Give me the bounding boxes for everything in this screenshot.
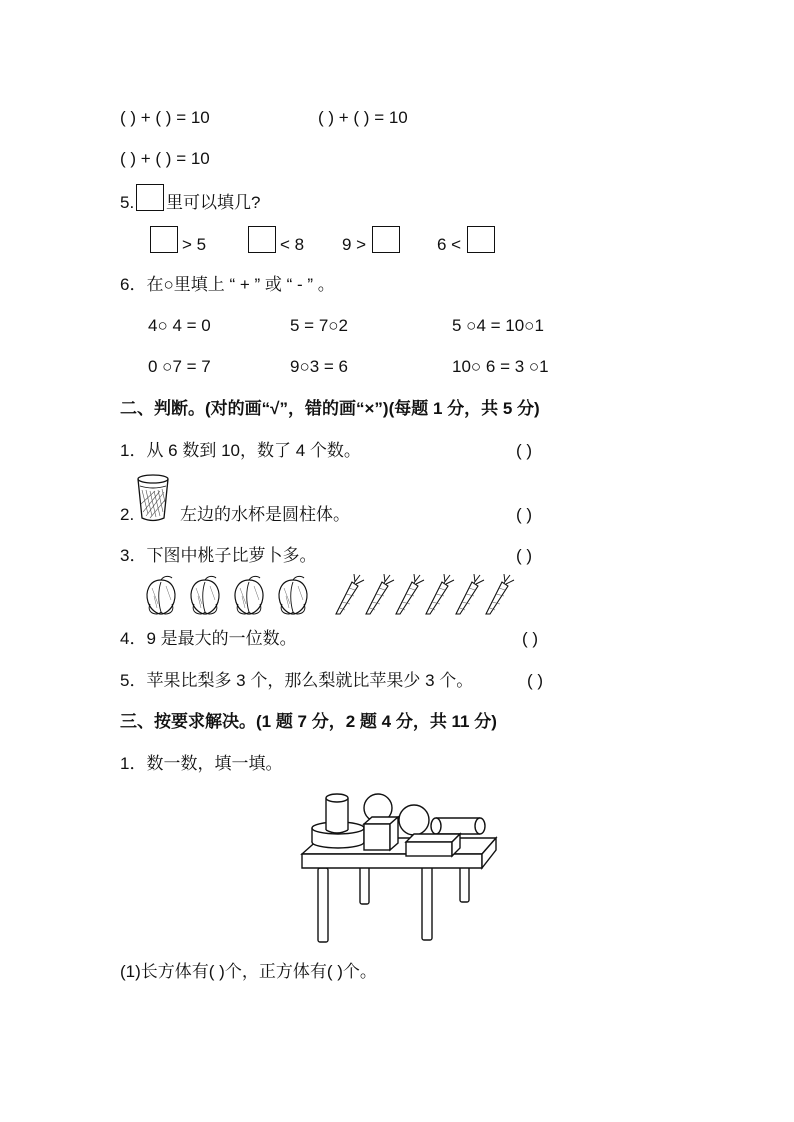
peach-icon	[279, 576, 307, 614]
q6-row1-item1: 4○ 4 = 0	[148, 316, 211, 335]
equation-row1-right: ( ) + ( ) = 10	[318, 108, 408, 127]
q5-question-text: 里可以填几?	[166, 193, 261, 212]
q6-row1-item3: 5 ○4 = 10○1	[452, 316, 544, 335]
q5-input-box-4[interactable]	[467, 226, 495, 253]
table-leg	[422, 866, 432, 940]
carrot-icon	[456, 574, 484, 614]
judge-item-2-text: 左边的水杯是圆柱体。	[180, 505, 350, 524]
peach-icon	[191, 576, 219, 614]
carrot-icon	[486, 574, 514, 614]
table-with-solids-picture	[300, 790, 500, 946]
q5-item-1: > 5	[182, 235, 207, 254]
judge-item-5-paren[interactable]: ( )	[527, 671, 544, 690]
water-cup-icon	[136, 474, 170, 522]
equation-row2: ( ) + ( ) = 10	[120, 149, 210, 168]
peach-icon	[147, 576, 175, 614]
tall-cylinder-shape	[326, 794, 348, 802]
section-two-heading: 二、判断。(对的画“√”，错的画“×”)(每题 1 分，共 5 分)	[120, 399, 540, 418]
q5-prefix: 5.	[120, 193, 135, 212]
lying-cylinder-shape	[475, 818, 485, 834]
section-three-heading: 三、按要求解决。(1 题 7 分，2 题 4 分，共 11 分)	[120, 712, 497, 731]
peach-icon	[235, 576, 263, 614]
carrot-icon	[366, 574, 394, 614]
peaches-and-carrots-picture	[144, 574, 524, 618]
q6-question-text: 6．在○里填上 “ + ” 或 “ - ” 。	[120, 275, 335, 294]
judge-item-4-text: 4．9 是最大的一位数。	[120, 629, 297, 648]
q5-input-box-1[interactable]	[150, 226, 178, 253]
q6-row2-item1: 0 ○7 = 7	[148, 357, 211, 376]
table-leg	[360, 866, 369, 904]
table-leg	[318, 868, 328, 942]
carrot-icon	[396, 574, 424, 614]
judge-item-1-paren[interactable]: ( )	[516, 441, 533, 460]
q5-input-box-2[interactable]	[248, 226, 276, 253]
judge-item-4-paren[interactable]: ( )	[522, 629, 539, 648]
judge-item-3-paren[interactable]: ( )	[516, 546, 533, 565]
section-three-q1-sub1: (1)长方体有( )个，正方体有( )个。	[120, 962, 377, 981]
carrot-icon	[336, 574, 364, 614]
carrot-icon	[426, 574, 454, 614]
q5-answer-box-header	[136, 184, 164, 211]
q6-row2-item2: 9○3 = 6	[290, 357, 349, 376]
judge-item-2-paren[interactable]: ( )	[516, 505, 533, 524]
cuboid-shape	[406, 842, 452, 856]
judge-item-2-prefix: 2.	[120, 505, 135, 524]
q5-item-2: < 8	[280, 235, 305, 254]
judge-item-1-text: 1．从 6 数到 10，数了 4 个数。	[120, 441, 361, 460]
q5-input-box-3[interactable]	[372, 226, 400, 253]
cube-shape	[364, 824, 390, 850]
q6-row2-item3: 10○ 6 = 3 ○1	[452, 357, 549, 376]
q5-item-4: 6 <	[437, 235, 462, 254]
equation-row1-left: ( ) + ( ) = 10	[120, 108, 210, 127]
judge-item-5-text: 5．苹果比梨多 3 个，那么梨就比苹果少 3 个。	[120, 671, 474, 690]
q6-row1-item2: 5 = 7○2	[290, 316, 349, 335]
q5-item-3: 9 >	[342, 235, 367, 254]
section-three-q1-title: 1．数一数，填一填。	[120, 754, 283, 773]
judge-item-3-text: 3．下图中桃子比萝卜多。	[120, 546, 317, 565]
sphere-shape	[399, 805, 429, 835]
